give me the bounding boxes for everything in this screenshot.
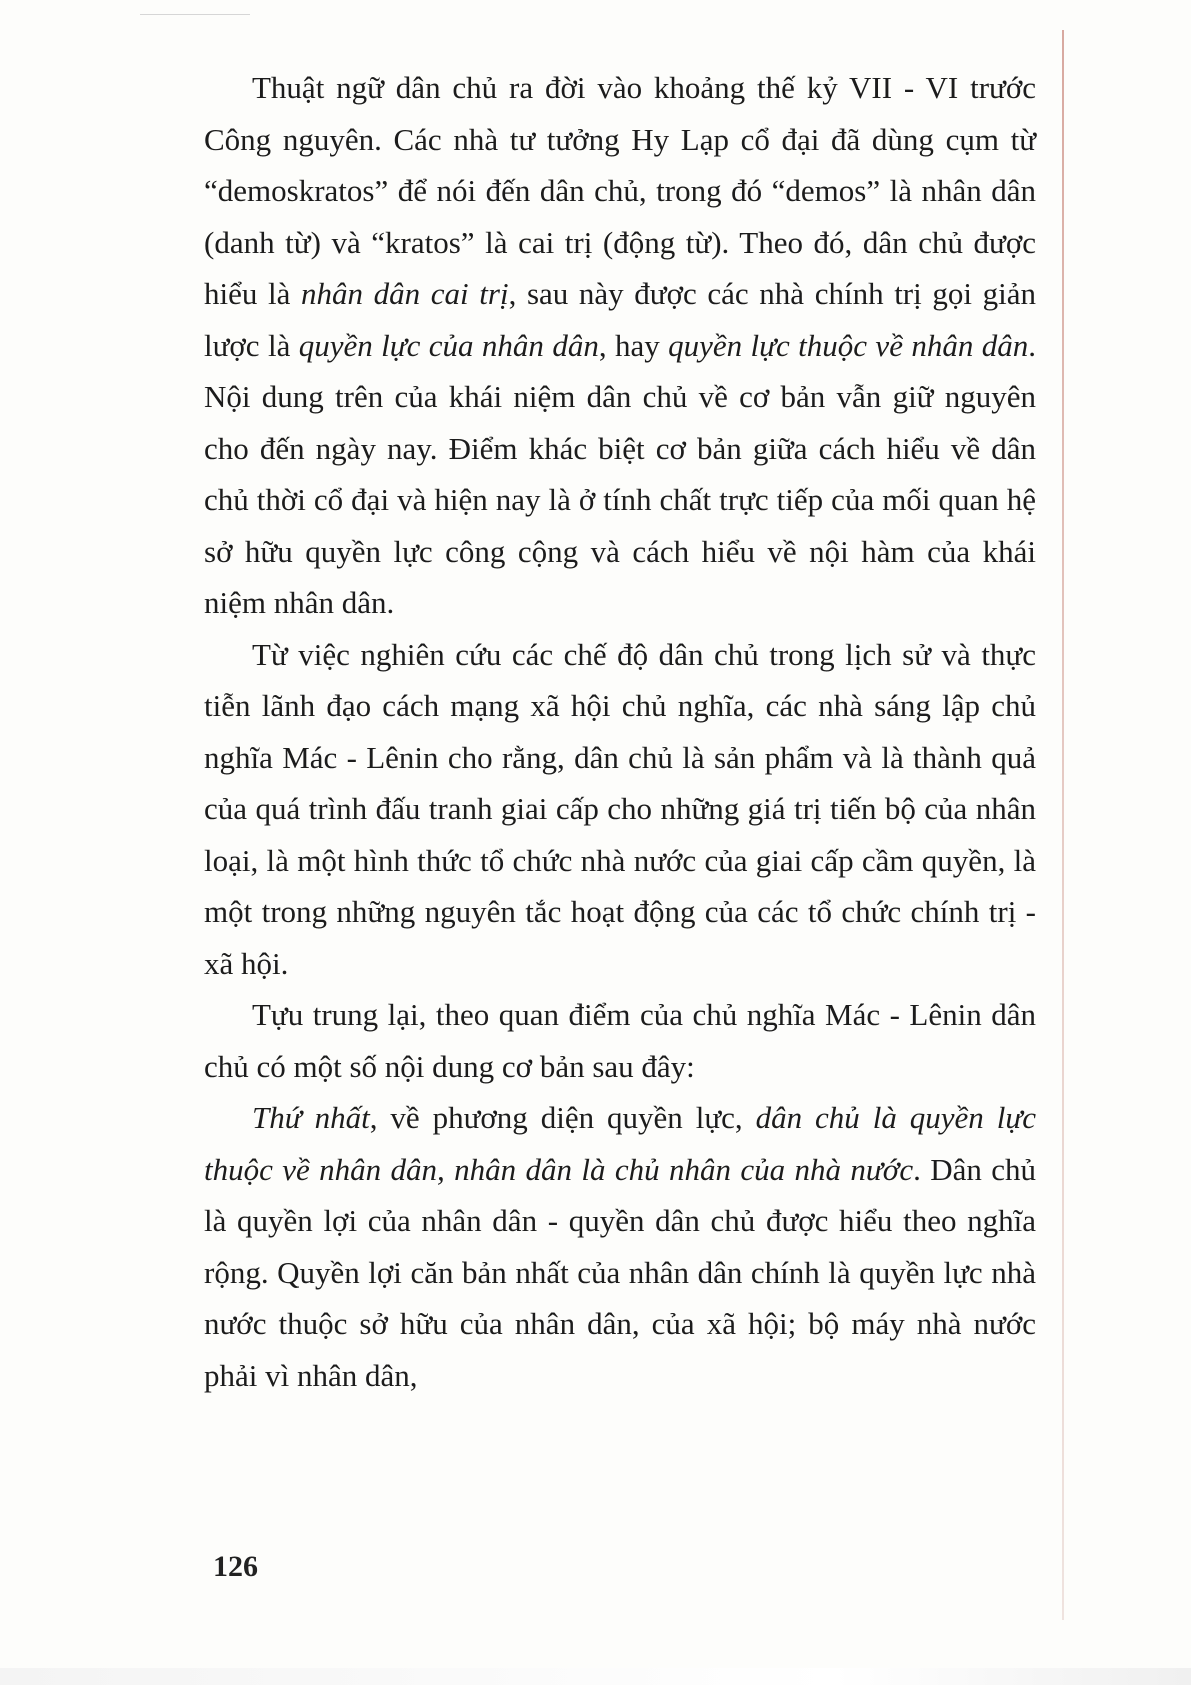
paragraph [204, 629, 1036, 990]
scan-mark-top [140, 14, 250, 15]
paragraph [204, 989, 1036, 1092]
text-run: , về phương diện quyền lực, [369, 1100, 756, 1135]
scan-bottom-strip [0, 1668, 1191, 1685]
text-run: . Nội dung trên của khái niệm dân chủ về cơ bản vẫn giữ nguyên cho đến ngày nay. Điểm khác biệt cơ bản giữa cách hiểu về dân chủ thời cổ đại và hiện nay là ở tính chất trực tiếp của mối quan hệ sở hữu quyền lực công cộng và cách hiểu về nội hàm của khái niệm nhân dân. [204, 327, 1036, 620]
text-run: . Dân chủ là quyền lợi của nhân dân - quyền dân chủ được hiểu theo nghĩa rộng. Quyền lợi căn bản nhất của nhân dân chính là quyền lực nhà nước thuộc sở hữu của nhân dân, của xã hội; bộ máy nhà nước phải vì nhân dân, [204, 1151, 1037, 1393]
italic-text-run: quyền lực thuộc về nhân dân [668, 327, 1029, 363]
italic-text-run: dân chủ là quyền lực thuộc về nhân dân, nhân dân là chủ nhân của nhà nước [204, 1100, 1037, 1187]
paragraph [204, 62, 1036, 629]
text-run: , hay [598, 327, 669, 363]
italic-text-run: nhân dân cai trị [301, 276, 509, 311]
italic-text-run: Thứ nhất [252, 1100, 370, 1135]
page-number: 126 [213, 1550, 258, 1583]
italic-text-run: quyền lực của nhân dân [298, 327, 599, 363]
body-text [204, 62, 1036, 1401]
page-edge-shadow [1062, 30, 1064, 1620]
text-run: Tựu trung lại, theo quan điểm của chủ nghĩa Mác - Lênin dân chủ có một số nội dung cơ bản sau đây: [204, 997, 1036, 1084]
text-run: , sau này được các nhà chính trị gọi giản lược là [204, 276, 1036, 363]
text-run: Từ việc nghiên cứu các chế độ dân chủ trong lịch sử và thực tiễn lãnh đạo cách mạng xã hội chủ nghĩa, các nhà sáng lập chủ nghĩa Mác - Lênin cho rằng, dân chủ là sản phẩm và là thành quả của quá trình đấu tranh giai cấp cho những giá trị tiến bộ của nhân loại, là một hình thức tổ chức nhà nước của giai cấp cầm quyền, là một trong những nguyên tắc hoạt động của các tổ chức chính trị - xã hội. [204, 636, 1036, 981]
paragraph [204, 1092, 1036, 1401]
text-run: Thuật ngữ dân chủ ra đời vào khoảng thế kỷ VII - VI trước Công nguyên. Các nhà tư tưởng Hy Lạp cổ đại đã dùng cụm từ “demoskratos” để nói đến dân chủ, trong đó “demos” là nhân dân (danh từ) và “kratos” là cai trị (động từ). Theo đó, dân chủ được hiểu là [204, 70, 1036, 311]
